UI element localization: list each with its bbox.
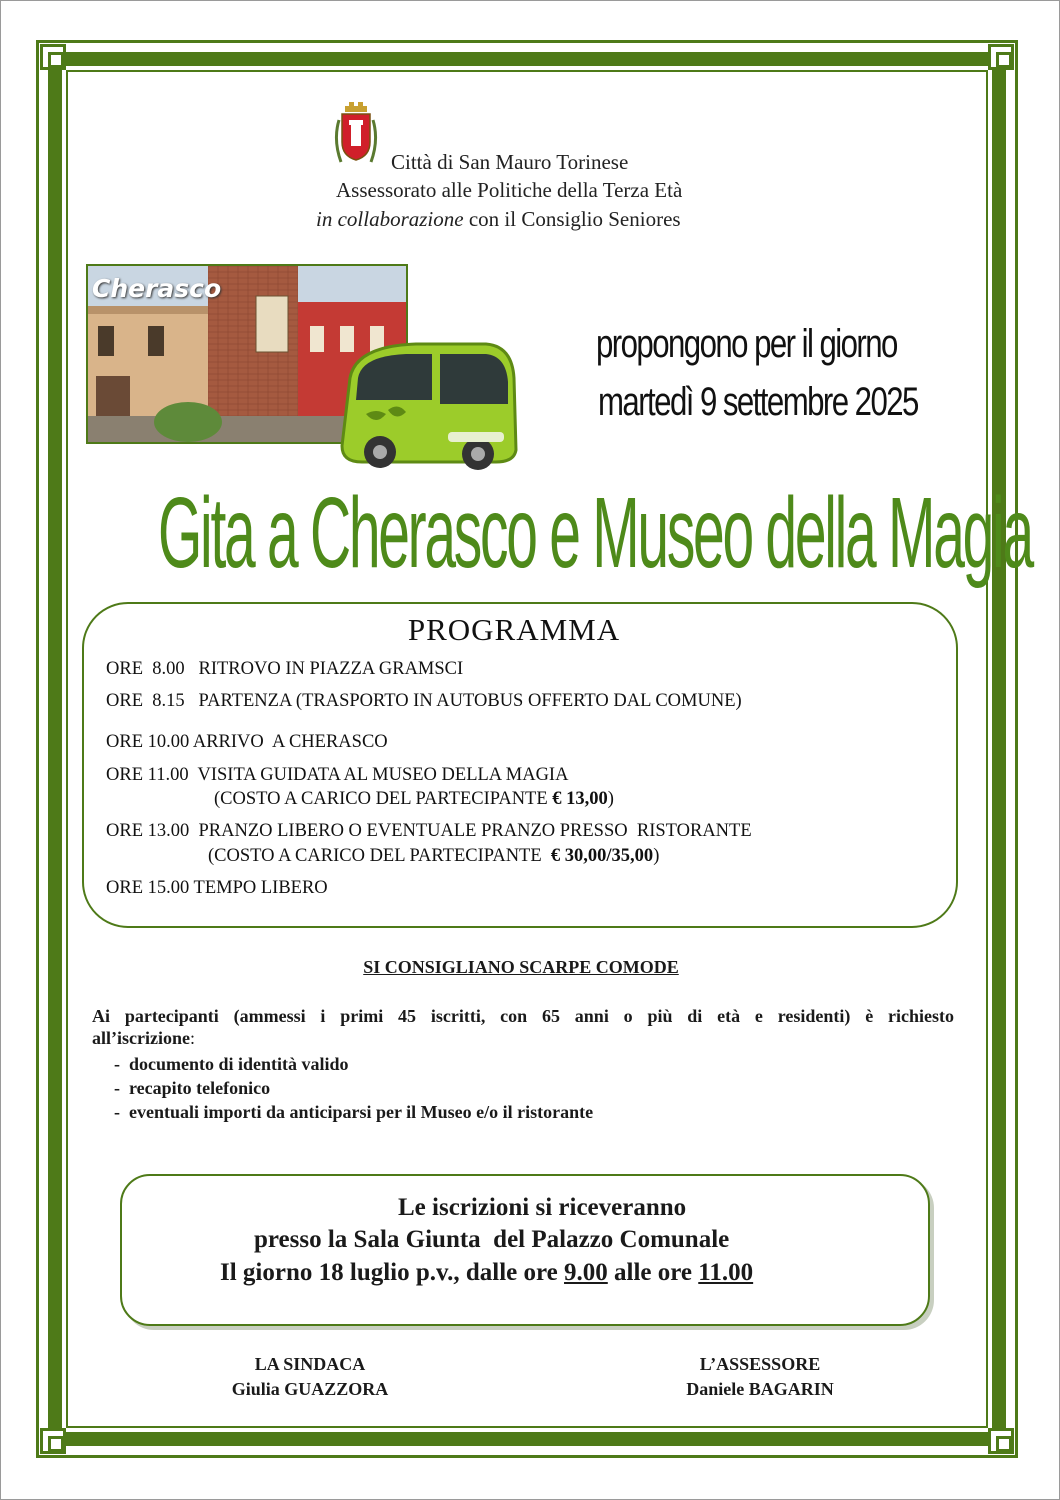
city-crest-icon [333, 100, 379, 166]
cost-close: ) [653, 846, 660, 866]
programme-item: ORE 8.15 PARTENZA (TRASPORTO IN AUTOBUS OFFERTO DAL COMUNE) [106, 691, 742, 711]
advice-note: SI CONSIGLIANO SCARPE COMODE [363, 957, 679, 977]
signature-left-name: Giulia GUAZZORA [231, 1379, 389, 1399]
event-title: Gita a Cherasco e Museo della Magia [158, 477, 1032, 589]
photo-label: Cherasco [92, 274, 222, 303]
cost-note: (COSTO A CARICO DEL PARTECIPANTE [208, 846, 551, 866]
programme-item-cost [208, 846, 659, 867]
cost-close: ) [607, 789, 614, 809]
cost-amount: € 13,00 [552, 789, 608, 809]
requirements-intro-end [92, 1028, 195, 1049]
programme-item: ORE 11.00 VISITA GUIDATA AL MUSEO DELLA MAGIA [106, 765, 569, 785]
cost-note: (COSTO A CARICO DEL PARTECIPANTE [214, 789, 553, 809]
intro-line-1: propongono per il giorno [596, 322, 897, 366]
signature-right-role: L’ASSESSORE [699, 1354, 821, 1374]
registration-line-1: Le iscrizioni si riceveranno [398, 1194, 687, 1221]
registration-end-time: 11.00 [698, 1259, 754, 1286]
frame-corner-top-left [40, 44, 66, 70]
header-collaboration-italic: in collaborazione [316, 207, 464, 231]
frame-corner-bottom-left [40, 1428, 66, 1454]
registration-line-2: presso la Sala Giunta del Palazzo Comunale [254, 1226, 730, 1253]
registration-to: alle ore [607, 1259, 699, 1286]
header-collaboration-rest: con il Consiglio Seniores [463, 207, 681, 231]
frame-corner-top-right [988, 44, 1014, 70]
registration-date: Il giorno 18 luglio p.v., dalle ore [220, 1259, 565, 1286]
programme-heading: PROGRAMMA [407, 612, 621, 647]
cost-amount: € 30,00/35,00 [550, 846, 654, 866]
requirement-item: - eventuali importi da anticiparsi per il Museo e/o il ristorante [114, 1102, 594, 1122]
requirement-item: - recapito telefonico [114, 1078, 271, 1098]
registration-start-time: 9.00 [564, 1259, 608, 1286]
programme-item: ORE 13.00 PRANZO LIBERO O EVENTUALE PRANZO PRESSO RISTORANTE [106, 821, 752, 841]
green-bus-icon [336, 338, 520, 472]
header-department: Assessorato alle Politiche della Terza Età [336, 178, 683, 202]
requirements-intro: Ai partecipanti (ammessi i primi 45 iscritti, con 65 anni o più di età e residenti) è richiesto [92, 1006, 954, 1026]
header-city: Città di San Mauro Torinese [391, 150, 629, 174]
programme-item: ORE 10.00 ARRIVO A CHERASCO [106, 732, 388, 752]
registration-line-3 [220, 1259, 753, 1287]
programme-item: ORE 15.00 TEMPO LIBERO [106, 878, 328, 898]
frame-corner-bottom-right [988, 1428, 1014, 1454]
header-collaboration [316, 207, 681, 232]
programme-item: ORE 8.00 RITROVO IN PIAZZA GRAMSCI [106, 659, 464, 679]
signature-left-role: LA SINDACA [254, 1354, 366, 1374]
signature-right-name: Daniele BAGARIN [686, 1379, 834, 1399]
requirements-colon: : [189, 1028, 195, 1048]
requirement-item: - documento di identità valido [114, 1054, 349, 1074]
intro-date: martedì 9 settembre 2025 [598, 380, 918, 424]
programme-item-cost [214, 789, 614, 810]
requirements-intro-word: all’iscrizione [92, 1028, 190, 1048]
